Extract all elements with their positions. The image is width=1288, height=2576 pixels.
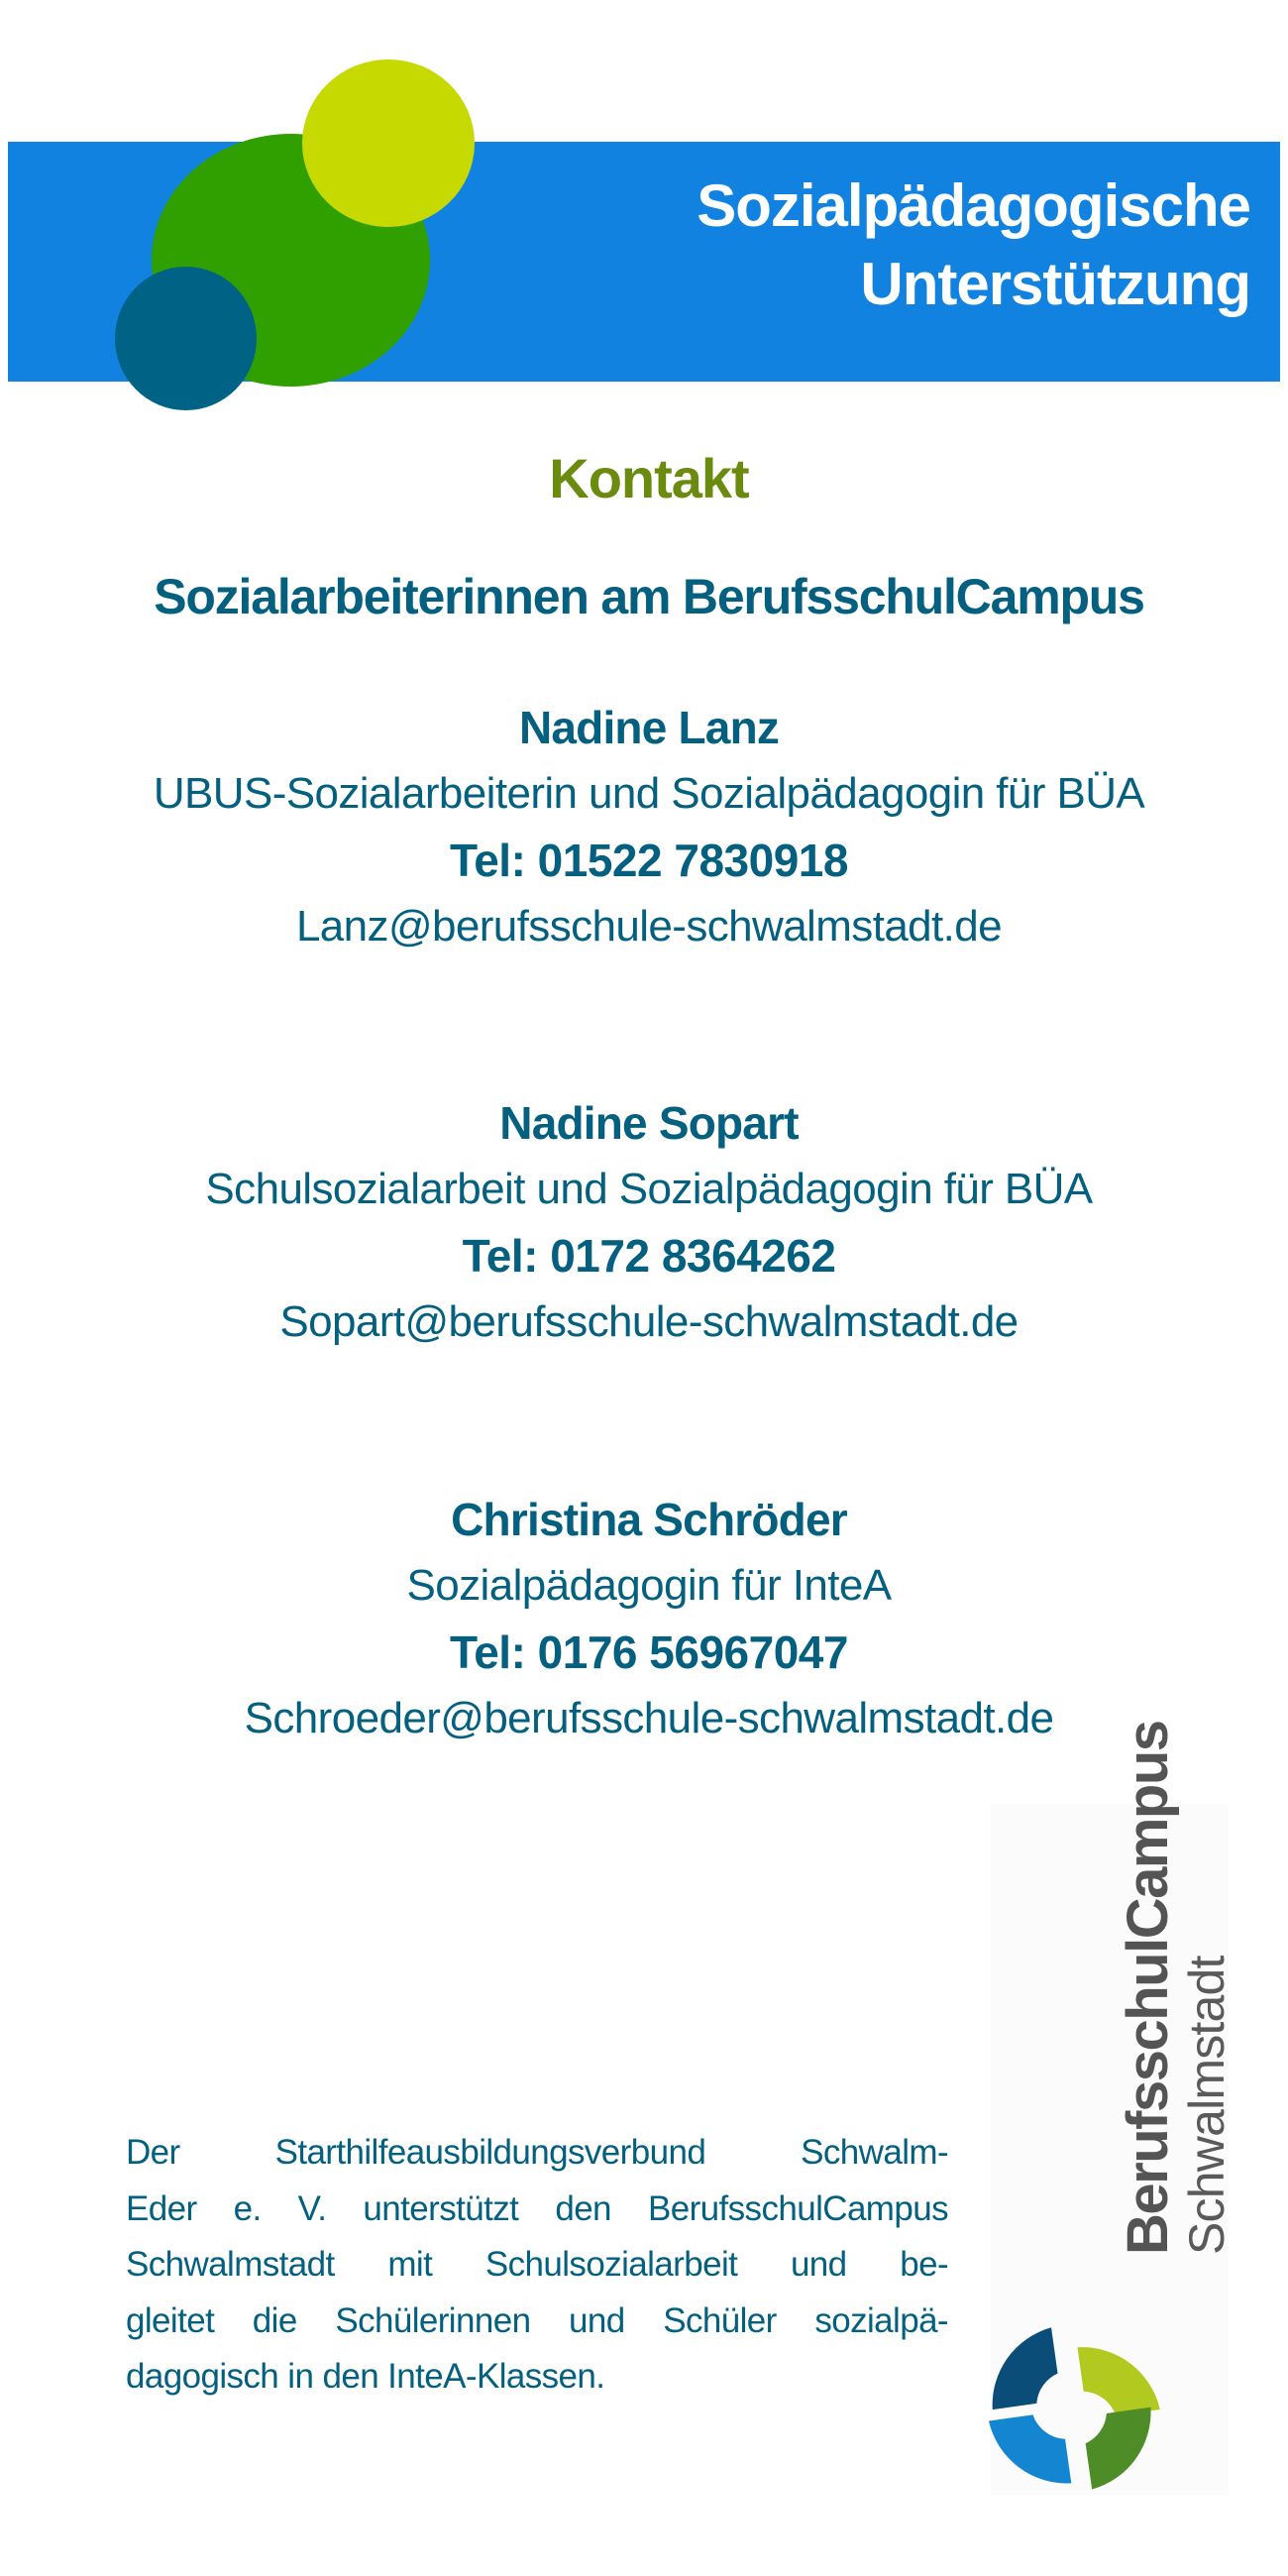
paragraph-line: Eder e. V. unterstützt den BerufsschulCampus: [126, 2188, 948, 2228]
contact-phone-link[interactable]: Tel: 0176 56967047: [450, 1626, 848, 1678]
paragraph-line: Schwalmstadt mit Schulsozialarbeit und be-: [126, 2245, 948, 2284]
contact-phone-link[interactable]: Tel: 0172 8364262: [462, 1230, 836, 1282]
contact-role: Schulsozialarbeit und Sozialpädagogin für BÜA: [205, 1165, 1093, 1213]
campus-quadrant-logo-icon: [984, 2316, 1162, 2495]
contact-name: Nadine Lanz: [518, 702, 780, 753]
decorative-circle-teal: [115, 267, 257, 410]
sponsor-paragraph: [126, 2125, 948, 2406]
logo-wordmark-schwalmstadt: Schwalmstadt: [1179, 1956, 1234, 2255]
contact-role: UBUS-Sozialarbeiterin und Sozialpädagogin für BÜA: [153, 769, 1145, 818]
paragraph-line: gleitet die Schülerinnen und Schüler sozialpä-: [126, 2300, 948, 2340]
section-heading-kontakt: Kontakt: [549, 447, 749, 509]
page-title-line-2: Unterstützung: [860, 251, 1250, 317]
paragraph-line: Der Starthilfeausbildungsverbund Schwalm-: [126, 2133, 948, 2172]
contact-email-link[interactable]: Schroeder@berufsschule-schwalmstadt.de: [244, 1694, 1054, 1742]
page-title: [557, 167, 1250, 323]
contact-role: Sozialpädagogin für InteA: [406, 1561, 892, 1610]
logo-wordmark-berufsschulcampus: BerufsschulCampus: [1116, 1721, 1180, 2255]
decorative-circle-lime: [302, 59, 475, 227]
page-title-line-1: Sozialpädagogische: [697, 172, 1250, 239]
contact-name: Christina Schröder: [451, 1494, 847, 1545]
contact-name: Nadine Sopart: [499, 1097, 799, 1149]
paragraph-line: dagogisch in den InteA-Klassen.: [126, 2357, 605, 2396]
section-subheading: Sozialarbeiterinnen am BerufsschulCampus: [154, 569, 1144, 624]
contact-email-link[interactable]: Sopart@berufsschule-schwalmstadt.de: [279, 1297, 1019, 1346]
contact-phone-link[interactable]: Tel: 01522 7830918: [450, 835, 848, 886]
contact-email-link[interactable]: Lanz@berufsschule-schwalmstadt.de: [295, 902, 1003, 951]
